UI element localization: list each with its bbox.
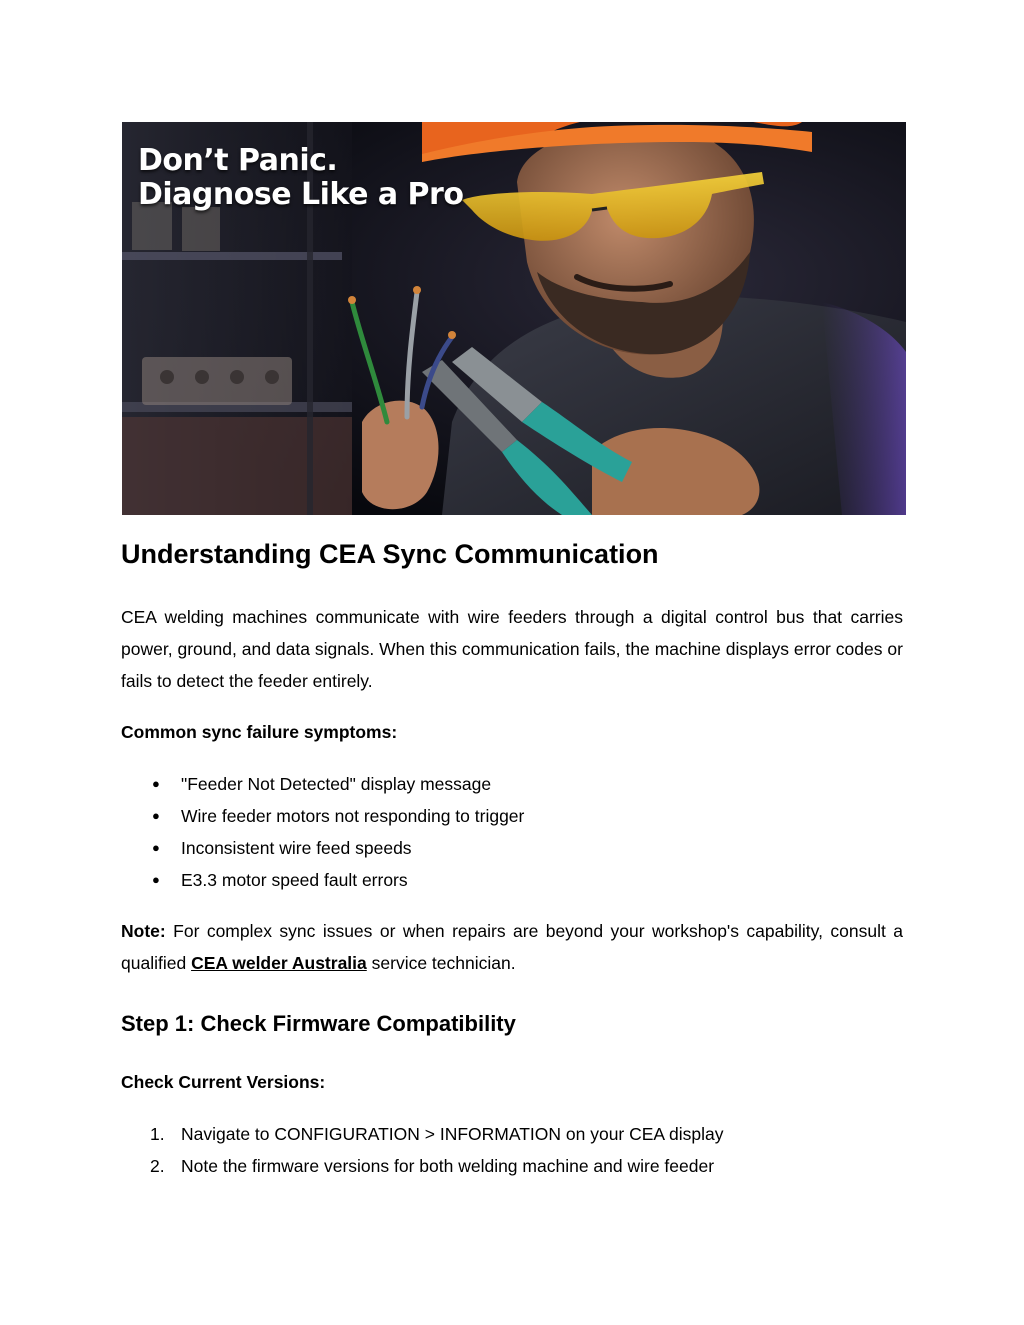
bullet-icon: ● (152, 872, 160, 887)
list-item (121, 800, 524, 832)
note-tail: service technician. (366, 953, 516, 973)
hero-title-line1: Don’t Panic. (138, 143, 338, 178)
bullet-icon: ● (152, 808, 160, 823)
list-item (121, 864, 524, 896)
symptoms-label: Common sync failure symptoms: (121, 722, 398, 742)
list-item (121, 768, 524, 800)
step-text: Note the firmware versions for both welding machine and wire feeder (181, 1156, 715, 1176)
list-item (121, 832, 524, 864)
symptom-text: E3.3 motor speed fault errors (181, 870, 408, 890)
steps-list (121, 1118, 723, 1182)
note-paragraph (121, 915, 903, 979)
step-number: 2. (150, 1156, 165, 1176)
symptom-text: "Feeder Not Detected" display message (181, 774, 492, 794)
hero-title-line2: Diagnose Like a Pro (138, 177, 464, 212)
list-item (121, 1150, 723, 1182)
note-text: For complex sync issues or when repairs are beyond your workshop's capability, consult a qualified (121, 921, 903, 973)
symptom-text: Wire feeder motors not responding to trigger (181, 806, 525, 826)
cea-welder-australia-link[interactable]: CEA welder Australia (191, 953, 367, 973)
versions-label: Check Current Versions: (121, 1072, 326, 1092)
note-label: Note: (121, 921, 166, 941)
step-number: 1. (150, 1124, 165, 1144)
section-heading-understanding: Understanding CEA Sync Communication (121, 539, 659, 569)
hero-image (122, 122, 906, 515)
step-text: Navigate to CONFIGURATION > INFORMATION on your CEA display (181, 1124, 724, 1144)
bullet-icon: ● (152, 776, 160, 791)
section-heading-step1: Step 1: Check Firmware Compatibility (121, 1011, 516, 1036)
hero-title (138, 144, 463, 212)
list-item (121, 1118, 723, 1150)
symptoms-list (121, 768, 524, 896)
intro-paragraph: CEA welding machines communicate with wire feeders through a digital control bus that carries power, ground, and data signals. When this communication fails, the machine displays error codes or fails to detect the feeder entirely. (121, 607, 903, 691)
symptom-text: Inconsistent wire feed speeds (181, 838, 412, 858)
bullet-icon: ● (152, 840, 160, 855)
